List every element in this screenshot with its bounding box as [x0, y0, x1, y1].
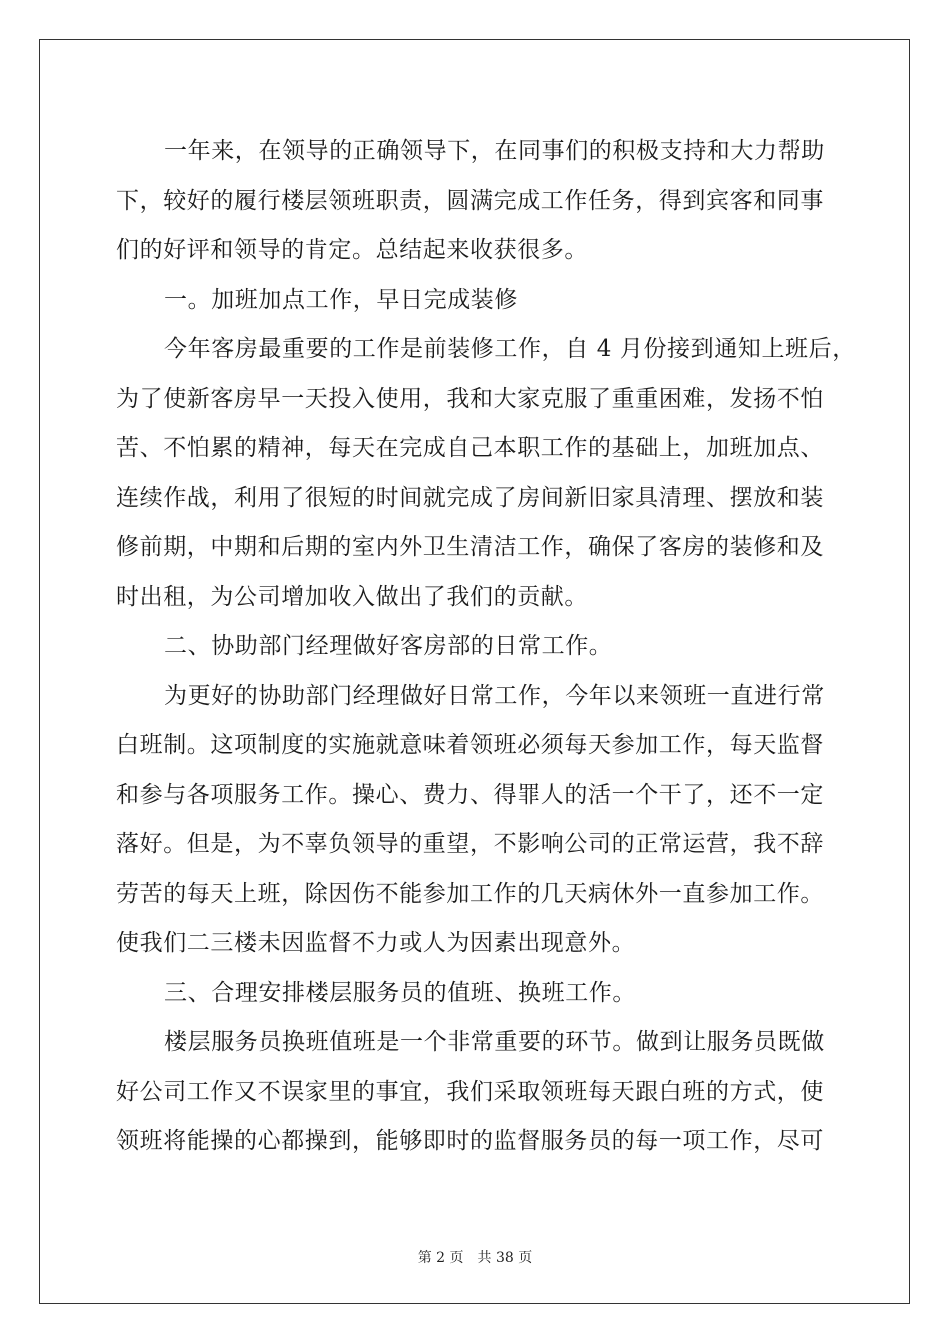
paragraph-line: 和参与各项服务工作。操心、费力、得罪人的活一个干了，还不一定 — [116, 781, 824, 808]
paragraph-line: 下，较好的履行楼层领班职责，圆满完成工作任务，得到宾客和同事 — [116, 187, 824, 214]
section-heading: 二、协助部门经理做好客房部的日常工作。 — [164, 633, 613, 659]
paragraph-line: 劳苦的每天上班，除因伤不能参加工作的几天病休外一直参加工作。 — [116, 880, 824, 907]
paragraph-line: 一年来，在领导的正确领导下，在同事们的积极支持和大力帮助 — [164, 138, 825, 164]
page-number: 第 2 页 — [417, 1250, 464, 1266]
paragraph-line: 落好。但是，为不辜负领导的重望，不影响公司的正常运营，我不辞 — [116, 831, 824, 857]
paragraph-line: 为更好的协助部门经理做好日常工作，今年以来领班一直进行常 — [164, 682, 825, 709]
paragraph-line: 时出租，为公司增加收入做出了我们的贡献。 — [116, 583, 588, 610]
paragraph-line: 修前期，中期和后期的室内外卫生清洁工作，确保了客房的装修和及 — [116, 534, 824, 560]
paragraph-line: 使我们二三楼未因监督不力或人为因素出现意外。 — [116, 930, 636, 956]
section-heading: 三、合理安排楼层服务员的值班、换班工作。 — [164, 979, 636, 1006]
paragraph-line: 为了使新客房早一天投入使用，我和大家克服了重重困难，发扬不怕 — [116, 385, 824, 412]
paragraph-line: 连续作战，利用了很短的时间就完成了房间新旧家具清理、摆放和装 — [116, 484, 824, 511]
section-heading: 一。加班加点工作，早日完成装修 — [164, 286, 518, 313]
paragraph-line: 们的好评和领导的肯定。总结起来收获很多。 — [116, 237, 588, 263]
paragraph-line: 今年客房最重要的工作是前装修工作，自 4 月份接到通知上班后， — [164, 336, 856, 362]
paragraph-line: 领班将能操的心都操到，能够即时的监督服务员的每一项工作，尽可 — [116, 1128, 824, 1154]
document-body — [116, 127, 856, 1167]
page-footer — [0, 1247, 950, 1267]
paragraph-line: 白班制。这项制度的实施就意味着领班必须每天参加工作，每天监督 — [116, 732, 824, 758]
paragraph-line: 楼层服务员换班值班是一个非常重要的环节。做到让服务员既做 — [164, 1029, 825, 1055]
page-total: 共 38 页 — [477, 1250, 533, 1266]
paragraph-line: 苦、不怕累的精神，每天在完成自己本职工作的基础上，加班加点、 — [116, 435, 824, 461]
paragraph-line: 好公司工作又不误家里的事宜，我们采取领班每天跟白班的方式，使 — [116, 1078, 824, 1105]
